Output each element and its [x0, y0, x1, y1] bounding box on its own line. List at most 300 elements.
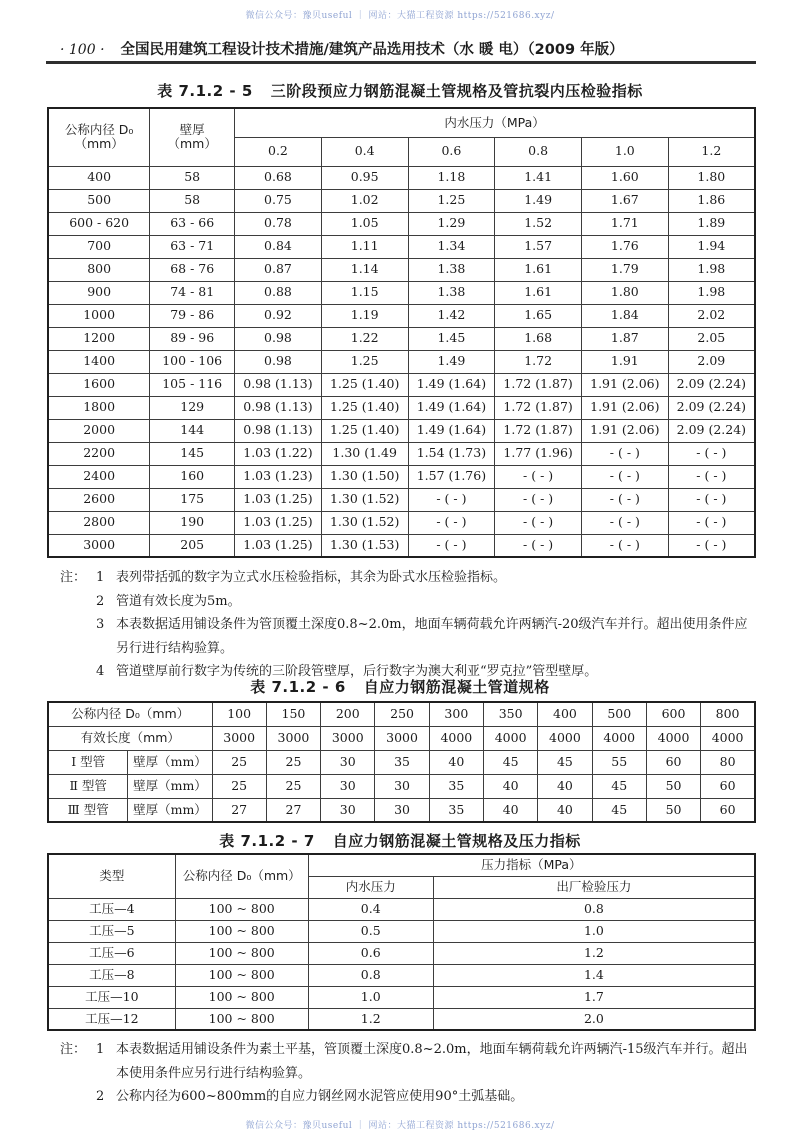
table-cell: 30	[375, 798, 429, 822]
table-cell: 1.30 (1.50)	[321, 465, 408, 488]
table-cell: 2.05	[668, 327, 755, 350]
table-cell: 1.25	[408, 189, 495, 212]
table-cell: 300	[429, 702, 483, 726]
table-row	[48, 774, 755, 798]
table-cell: 40	[484, 798, 538, 822]
pressure-value-header: 0.6	[408, 137, 495, 166]
note-label: 注：	[60, 570, 87, 585]
table-cell: 工压—8	[48, 964, 175, 986]
table-row	[48, 465, 755, 488]
table-row	[48, 258, 755, 281]
pressure-value-header: 1.0	[581, 137, 668, 166]
table-cell: 1.60	[581, 166, 668, 189]
dn-header-line1: 公称内径 D₀	[64, 121, 134, 137]
table-cell: 1.65	[495, 304, 582, 327]
pressure-value-header: 0.2	[235, 137, 322, 166]
table-cell: 1.72	[495, 350, 582, 373]
table-cell: 200	[321, 702, 375, 726]
table-row	[48, 189, 755, 212]
table-row	[48, 750, 755, 774]
table-cell: 1400	[48, 350, 150, 373]
table-cell: 45	[484, 750, 538, 774]
table-cell: 1.57	[495, 235, 582, 258]
table-cell: 100	[212, 702, 266, 726]
table-cell: 1.03 (1.25)	[235, 488, 322, 511]
table-cell: 1.15	[321, 281, 408, 304]
note-item	[60, 590, 756, 614]
table7-caption-label: 表 7.1.2 - 7	[219, 832, 315, 850]
table-cell: 40	[538, 774, 592, 798]
table-cell: 68 - 76	[150, 258, 235, 281]
note-label: 注：	[60, 1042, 87, 1057]
table-cell: 0.95	[321, 166, 408, 189]
note-item	[60, 1038, 756, 1085]
table-cell: 0.88	[235, 281, 322, 304]
table-cell: 1.91 (2.06)	[581, 373, 668, 396]
table6-caption-text: 自应力钢筋混凝土管道规格	[363, 678, 550, 696]
table-cell: 27	[266, 798, 320, 822]
table-row	[48, 373, 755, 396]
table-cell: 1.76	[581, 235, 668, 258]
table-cell: 2.0	[433, 1008, 755, 1030]
table-cell: 63 - 71	[150, 235, 235, 258]
note-text: 管道有效长度为5m。	[116, 593, 241, 609]
table6-caption-label: 表 7.1.2 - 6	[250, 678, 346, 696]
table-cell: 40	[538, 798, 592, 822]
table-cell: 1.54 (1.73)	[408, 442, 495, 465]
note-number: 3	[96, 617, 105, 632]
table-cell: 1.05	[321, 212, 408, 235]
table-cell: 1.03 (1.25)	[235, 511, 322, 534]
table-cell: 1.71	[581, 212, 668, 235]
table-cell: 190	[150, 511, 235, 534]
note-number: 2	[96, 593, 105, 609]
table-cell: 175	[150, 488, 235, 511]
table-cell: 3000	[48, 534, 150, 557]
table-cell: 1.68	[495, 327, 582, 350]
table-cell: 1.98	[668, 281, 755, 304]
table5-caption-label: 表 7.1.2 - 5	[157, 82, 253, 100]
table-cell: Ⅰ 型管	[48, 750, 128, 774]
table-cell: 1.41	[495, 166, 582, 189]
table-cell: 1.91 (2.06)	[581, 419, 668, 442]
table-row	[48, 166, 755, 189]
table-cell: 0.68	[235, 166, 322, 189]
dn-row-label: 公称内径 D₀（mm）	[48, 702, 212, 726]
table-cell: 工压—4	[48, 898, 175, 920]
table-cell: 1.25 (1.40)	[321, 419, 408, 442]
note-item	[60, 613, 756, 660]
table-cell: 105 - 116	[150, 373, 235, 396]
table-cell: 1.72 (1.87)	[495, 396, 582, 419]
table-cell: 100 ~ 800	[175, 1008, 308, 1030]
table-cell: 63 - 66	[150, 212, 235, 235]
table-cell: 1.89	[668, 212, 755, 235]
note-text: 公称内径为600~800mm的自应力钢丝网水泥管应使用90°土弧基础。	[116, 1089, 524, 1104]
table-cell: 1.38	[408, 258, 495, 281]
table-cell: 350	[484, 702, 538, 726]
table-cell: 58	[150, 166, 235, 189]
table-cell: 50	[646, 798, 700, 822]
table-cell: 0.98 (1.13)	[235, 396, 322, 419]
table-cell: 50	[646, 774, 700, 798]
table-row	[48, 942, 755, 964]
table-cell: 1.52	[495, 212, 582, 235]
length-row-label: 有效长度（mm）	[48, 726, 212, 750]
table-cell: 25	[212, 750, 266, 774]
table-row	[48, 212, 755, 235]
table-cell: 0.75	[235, 189, 322, 212]
page-header	[60, 38, 754, 59]
note-number: 1	[96, 1042, 105, 1057]
table-cell: 3000	[212, 726, 266, 750]
table-cell: 400	[48, 166, 150, 189]
column-header-internal-pressure: 内水压力	[308, 876, 433, 898]
table-cell: 100 ~ 800	[175, 942, 308, 964]
table-cell: 1.49	[495, 189, 582, 212]
table-cell: 25	[266, 750, 320, 774]
table-cell: 30	[321, 798, 375, 822]
note-text: 本表数据适用铺设条件为素土平基，管顶覆土深度0.8~2.0m，地面车辆荷载允许两辆汽-15级汽车并行。超出本使用条件应另行进行结构验算。	[116, 1042, 748, 1081]
table-cell: 700	[48, 235, 150, 258]
table-cell: 1.11	[321, 235, 408, 258]
table-cell: 1.67	[581, 189, 668, 212]
note-number: 2	[96, 1089, 105, 1104]
table7-title	[0, 830, 800, 851]
table-cell: 40	[429, 750, 483, 774]
table-cell: 1.2	[433, 942, 755, 964]
table6-type-rows	[48, 750, 755, 822]
table-cell: 4000	[484, 726, 538, 750]
table-cell: - ( - )	[495, 488, 582, 511]
header-rule	[46, 61, 756, 64]
table-cell: 1.86	[668, 189, 755, 212]
table-cell: 60	[701, 798, 755, 822]
table-cell: 58	[150, 189, 235, 212]
table-cell: - ( - )	[668, 442, 755, 465]
table-cell: 1800	[48, 396, 150, 419]
table-cell: 1.2	[308, 1008, 433, 1030]
table-cell: - ( - )	[408, 534, 495, 557]
table-cell: 100 ~ 800	[175, 964, 308, 986]
table-cell: 壁厚（mm）	[128, 798, 212, 822]
dn-row	[48, 702, 755, 726]
table-cell: 1.02	[321, 189, 408, 212]
table-cell: 74 - 81	[150, 281, 235, 304]
table-cell: - ( - )	[495, 511, 582, 534]
pressure-value-header: 1.2	[668, 137, 755, 166]
table-cell: 4000	[592, 726, 646, 750]
table-cell: 100 - 106	[150, 350, 235, 373]
table-cell: 1.61	[495, 258, 582, 281]
table-cell: 150	[266, 702, 320, 726]
table-cell: - ( - )	[581, 465, 668, 488]
note-text: 管道壁厚前行数字为传统的三阶段管壁厚，后行数字为澳大利亚“罗克拉”管型壁厚。	[116, 664, 598, 679]
table-cell: 1.49 (1.64)	[408, 373, 495, 396]
column-header-type: 类型	[48, 854, 175, 898]
table-7-1-2-7	[47, 853, 756, 1031]
table7-body	[48, 898, 755, 1030]
table-cell: - ( - )	[495, 465, 582, 488]
table-row	[48, 898, 755, 920]
table-cell: 1.80	[668, 166, 755, 189]
column-header-dn	[48, 108, 150, 166]
table-cell: 工压—6	[48, 942, 175, 964]
table-cell: 1.49	[408, 350, 495, 373]
table-cell: 1.72 (1.87)	[495, 419, 582, 442]
table-cell: 2200	[48, 442, 150, 465]
table-cell: 45	[592, 774, 646, 798]
table-cell: 1.30 (1.52)	[321, 511, 408, 534]
table-row	[48, 964, 755, 986]
table-cell: 1.49 (1.64)	[408, 396, 495, 419]
table-cell: 80	[701, 750, 755, 774]
table-cell: 145	[150, 442, 235, 465]
table-cell: 1.22	[321, 327, 408, 350]
table-cell: 0.92	[235, 304, 322, 327]
table-row	[48, 304, 755, 327]
table-cell: 3000	[375, 726, 429, 750]
table-cell: Ⅲ 型管	[48, 798, 128, 822]
table-cell: 25	[212, 774, 266, 798]
column-header-pressure-group: 压力指标（MPa）	[308, 854, 755, 876]
table-cell: 0.4	[308, 898, 433, 920]
table-cell: - ( - )	[581, 442, 668, 465]
table-cell: - ( - )	[668, 465, 755, 488]
table-cell: 79 - 86	[150, 304, 235, 327]
table-cell: 160	[150, 465, 235, 488]
table-cell: 0.6	[308, 942, 433, 964]
table6-title	[0, 676, 800, 697]
table-row	[48, 235, 755, 258]
table5-title	[0, 80, 800, 101]
table-cell: 0.98	[235, 350, 322, 373]
table-cell: 35	[429, 774, 483, 798]
table-cell: 1.30 (1.53)	[321, 534, 408, 557]
table-row	[48, 419, 755, 442]
table-row	[48, 511, 755, 534]
watermark-top: 微信公众号：豫贝useful ｜ 网站：大猫工程资源 https://521686.xyz/	[245, 11, 555, 21]
table-cell: 1.79	[581, 258, 668, 281]
table-cell: 27	[212, 798, 266, 822]
table-cell: - ( - )	[668, 511, 755, 534]
table-row	[48, 281, 755, 304]
table-cell: 205	[150, 534, 235, 557]
table-cell: 4000	[646, 726, 700, 750]
table-cell: 1200	[48, 327, 150, 350]
table-cell: 55	[592, 750, 646, 774]
table-cell: - ( - )	[668, 534, 755, 557]
table-cell: 30	[321, 774, 375, 798]
note-number: 4	[96, 664, 105, 679]
table-cell: 1.29	[408, 212, 495, 235]
table-cell: 1.25 (1.40)	[321, 396, 408, 419]
wall-header-line1: 壁厚	[179, 121, 205, 137]
table-cell: 1.19	[321, 304, 408, 327]
table-cell: 0.98 (1.13)	[235, 373, 322, 396]
table-cell: 1.94	[668, 235, 755, 258]
table-cell: 1.45	[408, 327, 495, 350]
table-row	[48, 986, 755, 1008]
table-cell: 0.5	[308, 920, 433, 942]
table-cell: 600	[646, 702, 700, 726]
length-row	[48, 726, 755, 750]
table-cell: 1.03 (1.22)	[235, 442, 322, 465]
table-cell: 500	[592, 702, 646, 726]
table-cell: 89 - 96	[150, 327, 235, 350]
table-cell: 900	[48, 281, 150, 304]
table5-body	[48, 166, 755, 557]
table-cell: 600 - 620	[48, 212, 150, 235]
note-item	[60, 566, 756, 590]
table-cell: 60	[646, 750, 700, 774]
table-row	[48, 920, 755, 942]
table-cell: 1.0	[433, 920, 755, 942]
table-cell: 1.34	[408, 235, 495, 258]
table-row	[48, 350, 755, 373]
note-text: 表列带括弧的数字为立式水压检验指标，其余为卧式水压检验指标。	[116, 570, 507, 585]
table5-caption-text: 三阶段预应力钢筋混凝土管规格及管抗裂内压检验指标	[270, 82, 643, 100]
table7-caption-text: 自应力钢筋混凝土管规格及压力指标	[332, 832, 581, 850]
table-cell: 0.87	[235, 258, 322, 281]
wall-header-line2: （mm）	[167, 136, 217, 152]
table-cell: 45	[592, 798, 646, 822]
table-cell: 2.09 (2.24)	[668, 396, 755, 419]
table-cell: 壁厚（mm）	[128, 750, 212, 774]
table-cell: 400	[538, 702, 592, 726]
pressure-value-header: 0.8	[495, 137, 582, 166]
table7-notes	[60, 1038, 756, 1109]
table-cell: 1.80	[581, 281, 668, 304]
table-cell: 1.25	[321, 350, 408, 373]
table-cell: 工压—10	[48, 986, 175, 1008]
table-row	[48, 488, 755, 511]
table-cell: 4000	[701, 726, 755, 750]
table-cell: 1.98	[668, 258, 755, 281]
table-cell: 0.98	[235, 327, 322, 350]
table-7-1-2-6	[47, 701, 756, 823]
table-cell: 1.7	[433, 986, 755, 1008]
table-cell: 1600	[48, 373, 150, 396]
table-cell: 1.87	[581, 327, 668, 350]
table-cell: 2.09 (2.24)	[668, 419, 755, 442]
table-cell: 2.09	[668, 350, 755, 373]
table-row	[48, 798, 755, 822]
table-cell: 800	[701, 702, 755, 726]
table-cell: 2600	[48, 488, 150, 511]
page-number: · 100 ·	[60, 42, 105, 58]
table-row	[48, 327, 755, 350]
table-cell: 2.09 (2.24)	[668, 373, 755, 396]
table-cell: 144	[150, 419, 235, 442]
table-cell: 1.72 (1.87)	[495, 373, 582, 396]
table-cell: 100 ~ 800	[175, 920, 308, 942]
table-cell: 2400	[48, 465, 150, 488]
table-cell: 0.98 (1.13)	[235, 419, 322, 442]
table-cell: 2.02	[668, 304, 755, 327]
table-row	[48, 534, 755, 557]
table-cell: 壁厚（mm）	[128, 774, 212, 798]
table-cell: - ( - )	[495, 534, 582, 557]
table-cell: 1.49 (1.64)	[408, 419, 495, 442]
table-cell: 1.38	[408, 281, 495, 304]
table-cell: 4000	[538, 726, 592, 750]
table-cell: - ( - )	[581, 511, 668, 534]
table-7-1-2-5	[47, 107, 756, 558]
table-cell: - ( - )	[581, 534, 668, 557]
table-cell: 0.84	[235, 235, 322, 258]
column-header-wall	[150, 108, 235, 166]
dn-header-line2: （mm）	[74, 136, 124, 152]
table-cell: 2800	[48, 511, 150, 534]
header-title-regular: 全国民用建筑工程设计技术措施/	[120, 42, 329, 58]
table-cell: 3000	[321, 726, 375, 750]
table-cell: 40	[484, 774, 538, 798]
table-cell: - ( - )	[668, 488, 755, 511]
table-cell: 1.18	[408, 166, 495, 189]
table-cell: 4000	[429, 726, 483, 750]
table-cell: 3000	[266, 726, 320, 750]
watermark-bottom: 微信公众号：豫贝useful ｜ 网站：大猫工程资源 https://521686.xyz/	[245, 1121, 555, 1131]
table-cell: 500	[48, 189, 150, 212]
table-cell: - ( - )	[408, 488, 495, 511]
table-cell: 1.30 (1.49	[321, 442, 408, 465]
table-cell: 0.8	[308, 964, 433, 986]
table-cell: 1.77 (1.96)	[495, 442, 582, 465]
table-cell: - ( - )	[408, 511, 495, 534]
table-cell: 1.03 (1.23)	[235, 465, 322, 488]
table-cell: 1.30 (1.52)	[321, 488, 408, 511]
column-header-dn: 公称内径 D₀（mm）	[175, 854, 308, 898]
header-title-bold: 建筑产品选用技术（水 暖 电）（2009 年版）	[328, 42, 624, 58]
table-cell: 60	[701, 774, 755, 798]
table-row	[48, 1008, 755, 1030]
table-cell: 1.42	[408, 304, 495, 327]
table-cell: 35	[429, 798, 483, 822]
column-header-factory-pressure: 出厂检验压力	[433, 876, 755, 898]
table-cell: 1.57 (1.76)	[408, 465, 495, 488]
table-row	[48, 442, 755, 465]
table-cell: 45	[538, 750, 592, 774]
table-cell: 25	[266, 774, 320, 798]
table-cell: 129	[150, 396, 235, 419]
table-cell: - ( - )	[581, 488, 668, 511]
table-cell: 30	[375, 774, 429, 798]
table-cell: 2000	[48, 419, 150, 442]
table-cell: 1000	[48, 304, 150, 327]
table-cell: 1.91 (2.06)	[581, 396, 668, 419]
table-cell: 工压—12	[48, 1008, 175, 1030]
table-cell: 1.25 (1.40)	[321, 373, 408, 396]
pressure-value-header: 0.4	[321, 137, 408, 166]
table-cell: 250	[375, 702, 429, 726]
note-item	[60, 1085, 756, 1109]
table-cell: 1.4	[433, 964, 755, 986]
note-number: 1	[96, 570, 105, 585]
table-cell: 1.91	[581, 350, 668, 373]
table-cell: 1.61	[495, 281, 582, 304]
table-cell: 1.03 (1.25)	[235, 534, 322, 557]
table5-notes	[60, 566, 756, 684]
note-text: 本表数据适用铺设条件为管顶覆土深度0.8~2.0m，地面车辆荷载允许两辆汽-20级汽车并行。超出使用条件应另行进行结构验算。	[116, 617, 748, 656]
table-cell: 0.78	[235, 212, 322, 235]
column-header-pressure-group: 内水压力（MPa）	[235, 108, 755, 137]
table-cell: 1.84	[581, 304, 668, 327]
table-cell: 35	[375, 750, 429, 774]
table-cell: 30	[321, 750, 375, 774]
table-cell: 0.8	[433, 898, 755, 920]
table-cell: 1.14	[321, 258, 408, 281]
